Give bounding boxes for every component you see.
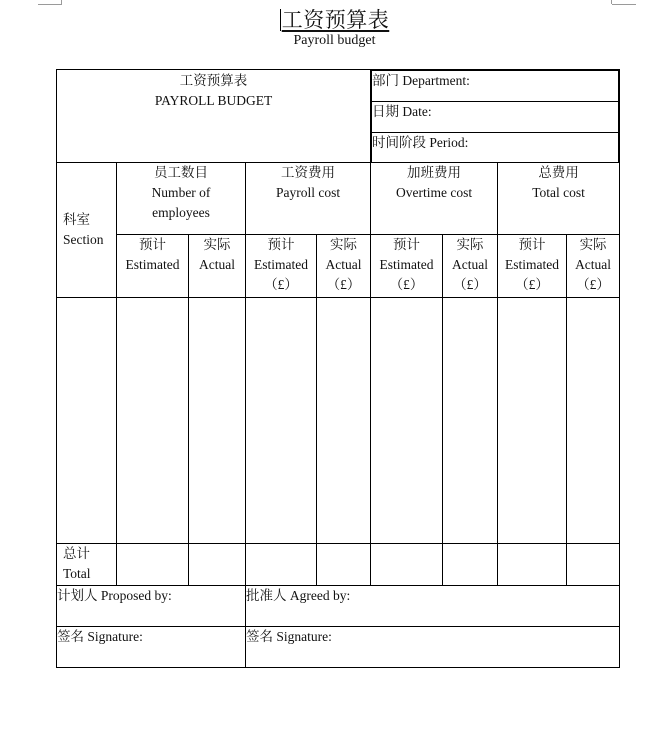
document-title[interactable] <box>0 4 669 34</box>
actual-cn: 实际 <box>456 237 484 252</box>
meta-fields-cell <box>371 70 620 163</box>
actual-en: Actual <box>575 257 612 272</box>
currency-label: （£） <box>326 277 361 292</box>
total-estimated-header <box>498 235 567 298</box>
currency-label: （£） <box>453 277 487 292</box>
data-cell[interactable] <box>189 298 246 544</box>
data-cell[interactable] <box>117 298 189 544</box>
data-cell[interactable] <box>371 298 443 544</box>
actual-en: Actual <box>452 257 489 272</box>
section-header-cn: 科室 <box>63 212 90 227</box>
section-header <box>57 163 117 298</box>
payroll-cost-header <box>246 163 371 235</box>
overtime-cost-header <box>371 163 498 235</box>
signature-right-field[interactable]: 签名 Signature: <box>246 627 620 668</box>
payroll-actual-header <box>317 235 371 298</box>
currency-label: （£） <box>264 277 298 292</box>
overtime-cost-header-cn: 加班费用 <box>407 165 462 180</box>
employees-header <box>117 163 246 235</box>
overtime-cost-header-en: Overtime cost <box>395 185 473 200</box>
employees-header-en2: employees <box>152 205 210 220</box>
total-cell[interactable] <box>498 544 567 586</box>
form-title-cn: 工资预算表 <box>179 73 248 88</box>
payroll-budget-table <box>56 69 620 668</box>
total-cell[interactable] <box>189 544 246 586</box>
payroll-cost-header-cn: 工资费用 <box>281 165 336 180</box>
currency-label: （£） <box>389 277 424 292</box>
form-title-cell <box>57 70 371 163</box>
total-actual-header <box>567 235 620 298</box>
data-cell[interactable] <box>498 298 567 544</box>
actual-en: Actual <box>199 257 235 272</box>
total-cost-header-en: Total cost <box>532 185 585 200</box>
estimated-cn: 预计 <box>139 237 166 252</box>
total-cell[interactable] <box>371 544 443 586</box>
total-cost-header <box>498 163 620 235</box>
section-header-en: Section <box>63 232 104 247</box>
total-cell[interactable] <box>246 544 317 586</box>
estimated-en: Estimated <box>125 257 180 272</box>
date-field[interactable]: 日期 Date: <box>372 102 619 133</box>
actual-cn: 实际 <box>330 237 358 252</box>
estimated-en: Estimated <box>505 257 560 272</box>
estimated-cn: 预计 <box>393 237 421 252</box>
actual-cn: 实际 <box>579 237 607 252</box>
data-cell[interactable] <box>443 298 498 544</box>
employees-header-en1: Number of <box>151 185 211 200</box>
data-cell-section[interactable] <box>57 298 117 544</box>
total-cell[interactable] <box>443 544 498 586</box>
proposed-by-field[interactable]: 计划人 Proposed by: <box>57 586 246 627</box>
period-field[interactable]: 时间阶段 Period: <box>372 133 619 163</box>
department-field[interactable]: 部门 Department: <box>372 71 619 102</box>
actual-cn: 实际 <box>203 237 231 252</box>
total-row <box>57 544 620 586</box>
actual-en: Actual <box>325 257 362 272</box>
estimated-en: Estimated <box>379 257 434 272</box>
currency-label: （£） <box>576 277 610 292</box>
form-title-en: PAYROLL BUDGET <box>154 93 273 108</box>
overtime-estimated-header <box>371 235 443 298</box>
total-label-en: Total <box>63 566 91 581</box>
total-label-cn: 总计 <box>63 546 90 561</box>
total-cost-header-cn: 总费用 <box>538 165 579 180</box>
estimated-en: Estimated <box>254 257 308 272</box>
estimated-cn: 预计 <box>267 237 295 252</box>
total-cell[interactable] <box>117 544 189 586</box>
employees-actual-header <box>189 235 246 298</box>
payroll-estimated-header <box>246 235 317 298</box>
agreed-by-field[interactable]: 批准人 Agreed by: <box>246 586 620 627</box>
table-row <box>57 298 620 544</box>
employees-estimated-header <box>117 235 189 298</box>
data-cell[interactable] <box>567 298 620 544</box>
document-title-text: 工资预算表 <box>281 8 390 32</box>
currency-label: （£） <box>515 277 549 292</box>
total-label-cell <box>57 544 117 586</box>
overtime-actual-header <box>443 235 498 298</box>
text-cursor <box>280 9 281 31</box>
document-subtitle: Payroll budget <box>293 33 376 48</box>
total-cell[interactable] <box>317 544 371 586</box>
employees-header-cn: 员工数目 <box>154 165 208 180</box>
signature-left-field[interactable]: 签名 Signature: <box>57 627 246 668</box>
data-cell[interactable] <box>246 298 317 544</box>
estimated-cn: 预计 <box>518 237 546 252</box>
total-cell[interactable] <box>567 544 620 586</box>
payroll-cost-header-en: Payroll cost <box>275 185 341 200</box>
data-cell[interactable] <box>317 298 371 544</box>
